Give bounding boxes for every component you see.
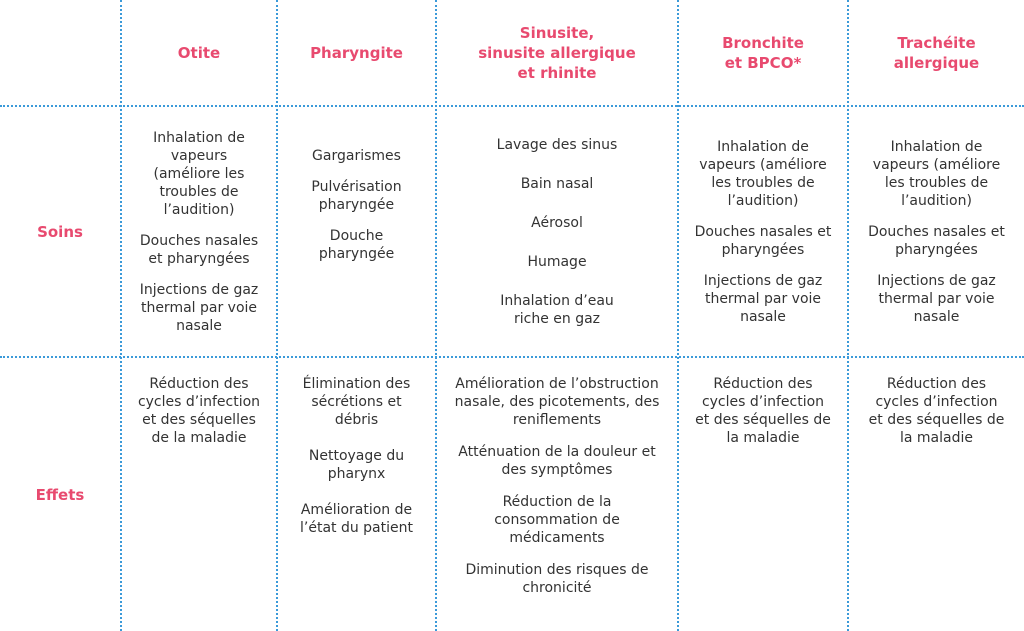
treatment-item: Inhalation de vapeurs (améliore les troubles de l’audition)	[699, 138, 827, 209]
effect-item: Réduction des cycles d’infection et des séquelles de la maladie	[137, 376, 261, 446]
column-header-otite: Otite	[177, 43, 221, 62]
treatment-item: Pulvérisation pharyngée	[311, 179, 402, 213]
treatment-item: Gargarismes	[312, 148, 401, 164]
treatment-item: Bain nasal	[520, 175, 594, 192]
cell-soins-sinusite	[437, 107, 677, 356]
treatment-item: Injections de gaz thermal par voie nasale	[139, 281, 259, 334]
column-header-sinusite: Sinusite, sinusite allergique et rhinite	[478, 23, 636, 82]
effect-item: Réduction des cycles d’infection et des séquelles de la maladie	[868, 376, 1005, 446]
treatment-item: Aérosol	[531, 214, 583, 231]
cell-effets-pharyngite	[278, 358, 435, 631]
column-header-tracheite: Trachéite allergique	[893, 33, 980, 72]
cell-effets-sinusite	[437, 358, 677, 631]
treatment-item: Douche pharyngée	[318, 228, 395, 262]
cell-soins-otite	[122, 107, 276, 356]
treatment-item: Lavage des sinus	[496, 136, 618, 153]
cell-soins-pharyngite	[278, 107, 435, 356]
column-header-bronchite: Bronchite et BPCO*	[722, 33, 804, 72]
effect-item: Amélioration de l’obstruction nasale, des picotements, des reniflements	[454, 376, 660, 428]
treatment-item: Injections de gaz thermal par voie nasale	[877, 272, 996, 325]
effect-item: Nettoyage du pharynx	[308, 448, 405, 482]
column-header-pharyngite: Pharyngite	[310, 43, 403, 62]
effect-item: Élimination des sécrétions et débris	[302, 376, 411, 428]
treatment-item: Inhalation d’eau riche en gaz	[500, 292, 614, 327]
treatment-item: Douches nasales et pharyngées	[139, 232, 259, 267]
row-header-soins: Soins	[37, 222, 83, 241]
row-header-effets: Effets	[35, 485, 85, 504]
treatment-item: Injections de gaz thermal par voie nasale	[703, 272, 823, 325]
treatment-item: Inhalation de vapeurs (améliore les troubles de l’audition)	[153, 129, 245, 218]
effect-item: Amélioration de l’état du patient	[300, 502, 413, 536]
cell-effets-tracheite	[849, 358, 1024, 631]
effect-item: Réduction des cycles d’infection et des séquelles de la maladie	[695, 376, 831, 446]
treatment-item: Douches nasales et pharyngées	[868, 223, 1005, 258]
cell-effets-otite	[122, 358, 276, 631]
effect-item: Atténuation de la douleur et des symptômes	[458, 444, 656, 478]
treatment-item: Douches nasales et pharyngées	[694, 223, 832, 258]
cell-effets-bronchite	[679, 358, 847, 631]
treatment-item: Humage	[527, 253, 587, 270]
cell-soins-bronchite	[679, 107, 847, 356]
effect-item: Réduction de la consommation de médicaments	[494, 494, 620, 546]
cell-soins-tracheite	[849, 107, 1024, 356]
effect-item: Diminution des risques de chronicité	[465, 562, 649, 596]
treatment-item: Inhalation de vapeurs (améliore les troubles de l’audition)	[872, 138, 1001, 209]
